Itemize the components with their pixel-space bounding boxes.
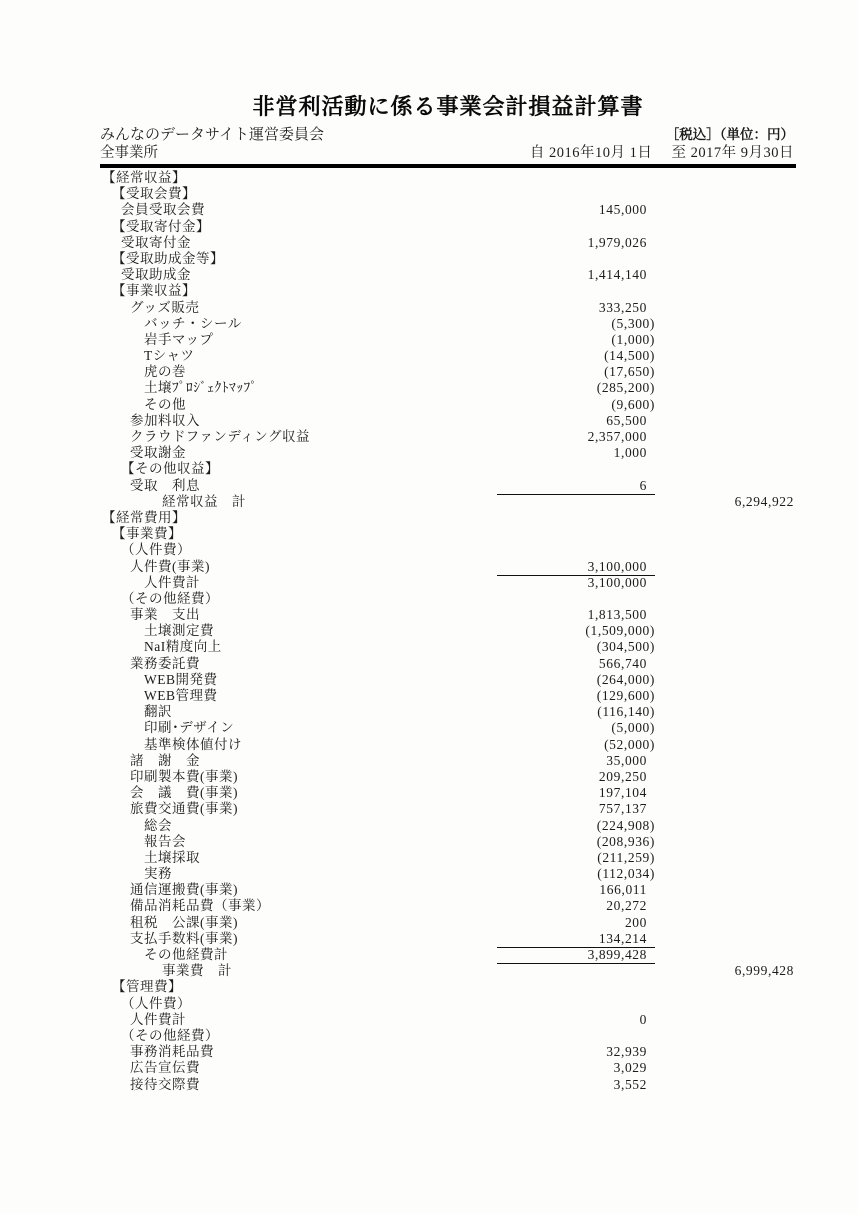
row-label: 人件費(事業)	[130, 558, 210, 574]
row-label: 【受取寄付金】	[112, 218, 210, 234]
report-row	[100, 672, 796, 688]
report-row	[100, 559, 796, 575]
row-amount-detail: 1,979,026	[587, 234, 647, 250]
row-amount-detail: 20,272	[606, 898, 647, 914]
report-row	[100, 478, 796, 494]
report-row	[100, 1044, 796, 1060]
row-label: 人件費計	[144, 574, 200, 590]
report-row	[100, 607, 796, 623]
row-label: 【受取助成金等】	[112, 250, 224, 266]
row-amount-detail: (116,140)	[597, 704, 655, 720]
row-label: 土壌ﾌﾟﾛｼﾞｪｸﾄﾏｯﾌﾟ	[144, 380, 258, 396]
header-divider	[100, 164, 796, 168]
row-label: 受取 利息	[130, 477, 200, 493]
row-label: Tシャツ	[144, 348, 195, 364]
row-label: WEB管理費	[144, 688, 218, 703]
row-label: 【その他収益】	[121, 461, 219, 477]
row-label: 【経常費用】	[102, 509, 186, 525]
row-label: 諸 謝 金	[130, 752, 200, 768]
report-row	[100, 364, 796, 380]
row-amount-detail: (52,000)	[604, 736, 655, 752]
report-row	[100, 591, 796, 607]
report-row	[100, 510, 796, 526]
report-row	[100, 704, 796, 720]
row-label: 【経常収益】	[102, 170, 186, 185]
row-amount-detail: (9,600)	[611, 396, 655, 412]
report-row	[100, 267, 796, 283]
row-amount-detail: 757,137	[598, 801, 647, 817]
row-amount-detail: (112,034)	[597, 866, 655, 882]
row-amount-detail: 566,740	[598, 655, 647, 671]
row-label: 参加料収入	[130, 412, 200, 428]
row-amount-detail: 6	[497, 478, 655, 495]
row-label: 備品消耗品費（事業）	[130, 898, 270, 914]
row-label: 接待交際費	[130, 1076, 200, 1092]
accounting-period: 自 2016年10月 1日 至 2017年 9月30日	[529, 145, 794, 161]
row-label: 受取謝金	[130, 445, 186, 461]
row-label: グッズ販売	[130, 299, 200, 315]
report-row	[100, 251, 796, 267]
row-label: 印刷･デザイン	[144, 720, 235, 736]
report-row	[100, 947, 796, 963]
report-row	[100, 915, 796, 931]
row-amount-detail: (208,936)	[596, 833, 655, 849]
row-label: （人件費）	[121, 995, 191, 1011]
header-line-1	[100, 126, 796, 144]
row-label: 業務委託費	[130, 655, 200, 671]
row-label: 租税 公課(事業)	[130, 914, 238, 930]
report-row	[100, 413, 796, 429]
row-amount-detail: (14,500)	[604, 348, 655, 364]
header-line-2	[100, 144, 796, 162]
report-row	[100, 996, 796, 1012]
row-amount-detail: 200	[624, 914, 647, 930]
report-row	[100, 979, 796, 995]
row-label: 総会	[144, 817, 172, 833]
row-amount-detail: (1,509,000)	[585, 623, 655, 639]
row-label: 会員受取会費	[121, 202, 205, 218]
report-row	[100, 235, 796, 251]
row-amount-detail: (264,000)	[596, 671, 655, 687]
statement-content	[100, 90, 796, 1093]
row-amount-detail: (17,650)	[604, 364, 655, 380]
row-label: 【事業収益】	[112, 283, 196, 299]
report-row	[100, 445, 796, 461]
row-amount-detail: 3,100,000	[497, 559, 655, 576]
report-row	[100, 720, 796, 736]
report-row	[100, 688, 796, 704]
row-label: 支払手数料(事業)	[130, 930, 238, 946]
row-amount-detail: (224,908)	[596, 817, 655, 833]
row-label: 基準検体値付け	[144, 736, 242, 752]
row-amount-detail: 209,250	[598, 768, 647, 784]
row-label: 事業費 計	[162, 963, 232, 979]
report-row	[100, 769, 796, 785]
report-row	[100, 461, 796, 477]
row-label: 実務	[144, 866, 172, 882]
row-label: 【管理費】	[112, 979, 182, 995]
row-label: 経常収益 計	[162, 493, 246, 509]
row-label: 事業 支出	[130, 607, 200, 623]
row-amount-detail: 134,214	[497, 931, 655, 948]
tax-unit-note: ［税込］（単位：円）	[665, 127, 794, 142]
row-amount-detail: 3,100,000	[587, 574, 647, 590]
row-label: 翻訳	[144, 704, 172, 720]
report-row	[100, 785, 796, 801]
report-row	[100, 753, 796, 769]
report-row	[100, 737, 796, 753]
row-label: 印刷製本費(事業)	[130, 768, 238, 784]
report-row	[100, 1060, 796, 1076]
row-label: WEB開発費	[144, 671, 218, 687]
row-label: （その他経費）	[121, 1027, 219, 1043]
row-label: クラウドファンディング収益	[130, 429, 310, 444]
report-row	[100, 397, 796, 413]
row-label: 広告宣伝費	[130, 1060, 200, 1076]
row-amount-detail: 145,000	[598, 202, 647, 218]
report-row	[100, 348, 796, 364]
row-label: 旅費交通費(事業)	[130, 801, 238, 817]
report-row	[100, 542, 796, 558]
report-row	[100, 283, 796, 299]
row-amount-detail: 1,000	[613, 445, 647, 461]
row-amount-detail: 333,250	[598, 299, 647, 315]
report-body	[100, 170, 796, 1093]
row-amount-detail: 32,939	[606, 1044, 647, 1060]
row-amount-total: 6,294,922	[734, 493, 794, 509]
row-label: 受取助成金	[121, 267, 191, 283]
row-label: NaI精度向上	[144, 639, 222, 655]
row-label: 報告会	[144, 833, 186, 849]
row-amount-detail: 1,414,140	[587, 267, 647, 283]
report-row	[100, 380, 796, 396]
row-amount-detail: (285,200)	[596, 380, 655, 396]
row-amount-detail: (5,000)	[611, 720, 655, 736]
report-row	[100, 818, 796, 834]
row-label: 【受取会費】	[112, 186, 196, 202]
row-amount-total: 6,999,428	[734, 963, 794, 979]
row-amount-detail: (129,600)	[596, 688, 655, 703]
row-amount-detail: (211,259)	[597, 849, 655, 865]
row-amount-detail: 3,029	[613, 1060, 647, 1076]
row-label: 受取寄付金	[121, 234, 191, 250]
row-label: その他経費計	[144, 947, 228, 962]
report-row	[100, 429, 796, 445]
row-amount-detail: 0	[639, 1011, 647, 1027]
row-label: 土壌採取	[144, 849, 200, 865]
row-amount-detail: 166,011	[599, 882, 647, 898]
row-label: バッチ・シール	[144, 315, 242, 331]
report-row	[100, 898, 796, 914]
row-amount-detail: (1,000)	[611, 331, 655, 347]
row-label: （人件費）	[121, 542, 191, 558]
report-row	[100, 170, 796, 186]
report-row	[100, 316, 796, 332]
row-amount-detail: 65,500	[606, 412, 647, 428]
row-amount-detail: 197,104	[598, 785, 647, 801]
page-title: 非営利活動に係る事業会計損益計算書	[252, 94, 644, 119]
report-row	[100, 931, 796, 947]
report-row	[100, 801, 796, 817]
row-amount-detail: (5,300)	[611, 315, 655, 331]
report-row	[100, 1028, 796, 1044]
report-row	[100, 494, 796, 510]
row-label: 【事業費】	[112, 526, 182, 542]
row-label: （その他経費）	[121, 590, 219, 606]
row-label: 人件費計	[130, 1011, 186, 1027]
row-label: 土壌測定費	[144, 623, 214, 639]
row-label: 通信運搬費(事業)	[130, 882, 238, 898]
row-label: 岩手マップ	[144, 331, 214, 347]
report-row	[100, 202, 796, 218]
report-row	[100, 963, 796, 979]
report-row	[100, 219, 796, 235]
row-amount-detail: 35,000	[606, 752, 647, 768]
report-row	[100, 656, 796, 672]
report-row	[100, 623, 796, 639]
organization-name: みんなのデータサイト運営委員会	[100, 127, 324, 143]
office-name: 全事業所	[100, 145, 158, 161]
report-row	[100, 850, 796, 866]
row-amount-detail: 3,899,428	[497, 947, 655, 964]
row-label: その他	[144, 396, 186, 412]
row-label: 虎の巻	[144, 364, 186, 380]
row-amount-detail: 2,357,000	[587, 429, 647, 444]
row-label: 会 議 費(事業)	[130, 785, 238, 801]
report-row	[100, 575, 796, 591]
row-amount-detail: (304,500)	[596, 639, 655, 655]
report-row	[100, 1012, 796, 1028]
report-row	[100, 639, 796, 655]
row-label: 事務消耗品費	[130, 1044, 214, 1060]
report-row	[100, 186, 796, 202]
report-row	[100, 882, 796, 898]
row-amount-detail: 1,813,500	[587, 607, 647, 623]
report-row	[100, 300, 796, 316]
report-row	[100, 866, 796, 882]
report-row	[100, 332, 796, 348]
report-row	[100, 526, 796, 542]
report-row	[100, 834, 796, 850]
report-row	[100, 1077, 796, 1093]
row-amount-detail: 3,552	[613, 1076, 647, 1092]
